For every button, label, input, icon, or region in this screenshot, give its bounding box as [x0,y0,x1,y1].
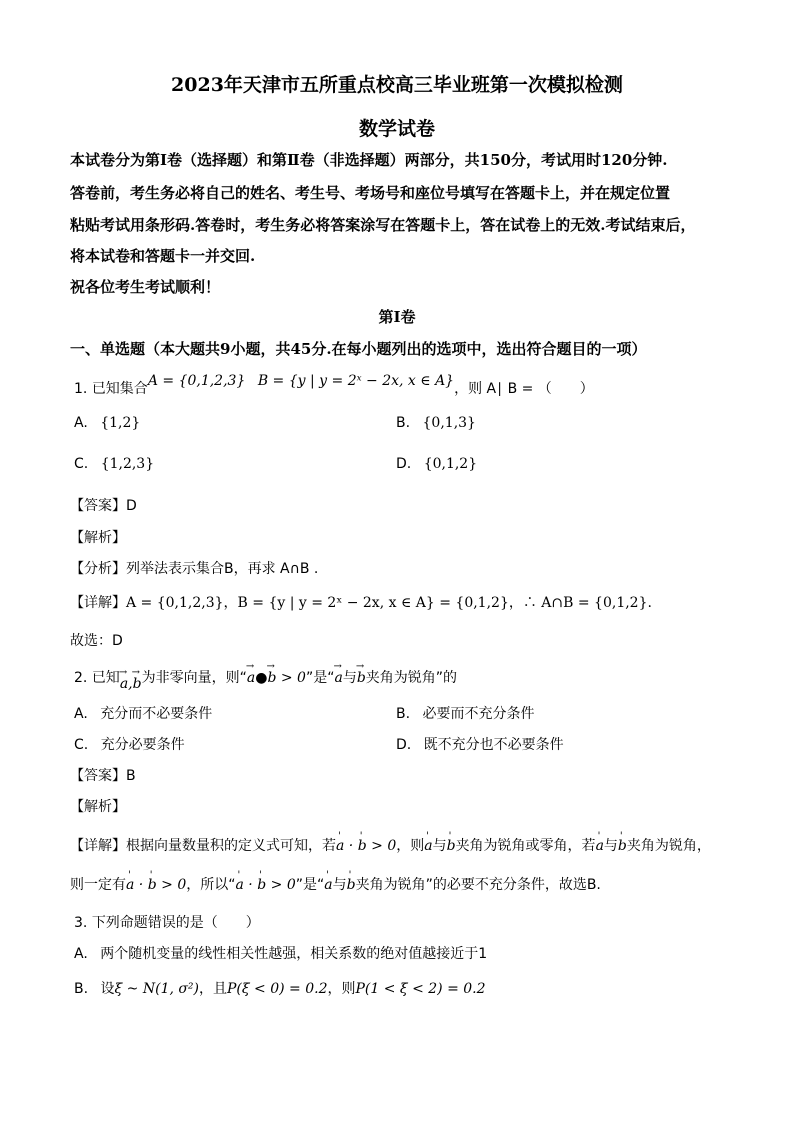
q1-option-c[interactable]: C. {1,2,3} [74,456,155,472]
q2-option-d[interactable]: D. 既不充分也不必要条件 [396,737,564,753]
q1-conclusion: 故选：D [70,633,123,649]
q3-option-a[interactable]: A. 两个随机变量的线性相关性越强，相关系数的绝对值越接近于1 [74,946,488,962]
q1-analysis-tag: 【解析】 [70,530,126,546]
intro-line-3: 粘贴考试用条形码.答卷时，考生务必将答案涂写在答题卡上，答在试卷上的无效.考试结束后， [70,216,696,234]
q1-option-a[interactable]: A. {1,2} [74,415,141,431]
page-subtitle: 数学试卷 [358,118,435,140]
q2-detail-line-2: 则一定有' a · ' b > 0，所以“' a · ' b > 0”是“' a与' b夹角为锐角”的必要不充分条件，故选B. [70,874,601,894]
q1-answer-value: D [126,498,137,514]
section-heading: 一、单选题（本大题共9小题，共45分.在每小题列出的选项中，选出符合题目的一项） [70,340,647,358]
part-heading: 第Ⅰ卷 [378,308,416,326]
q2-detail-line-1: 【详解】根据向量数量积的定义式可知，若' a · ' b > 0，则' a与' b夹角为锐角或零角，若' a与' b夹角为锐角， [70,835,711,855]
q1-option-b[interactable]: B. {0,1,3} [396,415,476,431]
q1-answer: 【答案】D [70,498,137,514]
page-title: 2023年天津市五所重点校高三毕业班第一次模拟检测 [171,74,623,96]
intro-line-2: 答卷前，考生务必将自己的姓名、考生号、考场号和座位号填写在答题卡上，并在规定位置 [70,184,671,202]
q2-answer: 【答案】B [70,768,136,784]
q3-option-b[interactable]: B. 设ξ ~ N(1, σ²)，且P(ξ < 0) = 0.2，则P(1 < ξ < 2) = 0.2 [74,981,486,997]
q1-detail: 【详解】A = {0,1,2,3}，B = {y | y = 2ˣ − 2x, x ∈ A} = {0,1,2}，∴ A∩B = {0,1,2}. [70,595,652,611]
q1-option-d[interactable]: D. {0,1,2} [396,456,478,472]
q1-set-b: B = {y | y = 2ˣ − 2x, x ∈ A} [257,373,455,389]
q1-set-a: A = {0,1,2,3} [147,373,246,389]
q1-fenxi: 【分析】列举法表示集合B，再求 A∩B . [70,561,319,577]
q2-option-a[interactable]: A. 充分而不必要条件 [74,706,213,722]
q2-stem: 2. 已知→ a,→ b为非零向量，则“→ a●→ b > 0”是“→ a与→ b夹角为锐角”的 [74,667,457,687]
q2-analysis-tag: 【解析】 [70,799,126,815]
q1-stem: 1. 已知集合A = {0,1,2,3} B = {y | y = 2ˣ − 2x, x ∈ A}，则 A∣ B = （ ） [74,373,594,397]
q2-answer-value: B [126,768,136,784]
q2-number: 2. [74,670,88,686]
intro-line-1: 本试卷分为第Ⅰ卷（选择题）和第Ⅱ卷（非选择题）两部分，共150分，考试用时120分钟. [70,151,668,169]
intro-wish: 祝各位考生考试顺利！ [70,278,221,296]
q2-option-b[interactable]: B. 必要而不充分条件 [396,706,535,722]
q1-number: 1. [74,381,88,397]
q3-number: 3. [74,915,88,931]
q2-option-c[interactable]: C. 充分必要条件 [74,737,185,753]
q3-stem: 3. 下列命题错误的是（ ） [74,915,260,931]
intro-line-4: 将本试卷和答题卡一并交回. [70,247,256,265]
